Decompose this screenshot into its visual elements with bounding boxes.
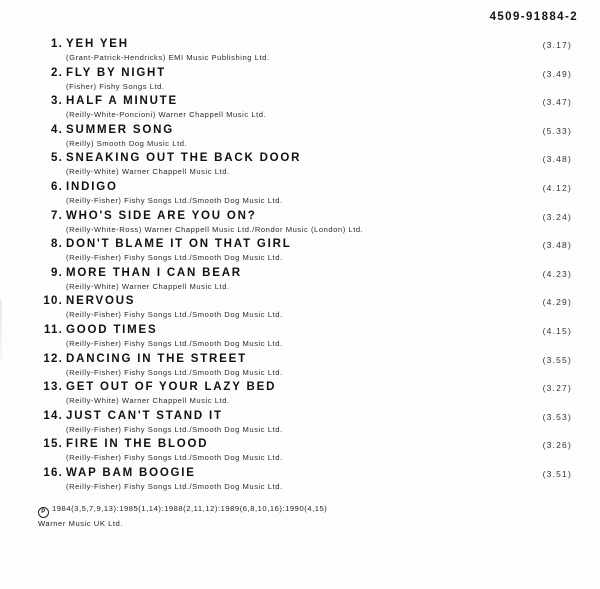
track-duration: (3.27) xyxy=(542,383,572,394)
track-item xyxy=(0,181,600,210)
phonogram-copyright-icon: P xyxy=(38,507,49,518)
track-item xyxy=(0,152,600,181)
track-duration: (5.33) xyxy=(542,125,572,136)
track-title: DON'T BLAME IT ON THAT GIRL xyxy=(66,238,292,251)
track-number: 6. xyxy=(51,180,63,193)
track-number: 2. xyxy=(51,66,63,79)
track-credits: (Reilly-Fisher) Fishy Songs Ltd./Smooth Dog Music Ltd. xyxy=(66,424,283,434)
track-title: MORE THAN I CAN BEAR xyxy=(66,266,242,279)
track-credits: (Reilly-White-Ross) Warner Chappell Music Ltd./Rondor Music (London) Ltd. xyxy=(66,224,364,234)
track-item xyxy=(0,95,600,124)
track-duration: (3.53) xyxy=(542,411,572,422)
track-title: HALF A MINUTE xyxy=(66,95,178,108)
track-duration: (3.51) xyxy=(542,468,572,479)
track-credits: (Reilly-Fisher) Fishy Songs Ltd./Smooth Dog Music Ltd. xyxy=(66,481,283,491)
track-duration: (3.48) xyxy=(542,154,572,165)
track-number: 14. xyxy=(43,409,63,422)
track-title: INDIGO xyxy=(66,180,118,193)
track-duration: (4.15) xyxy=(542,325,572,336)
track-title: JUST CAN'T STAND IT xyxy=(66,409,223,422)
track-credits: (Reilly-Fisher) Fishy Songs Ltd./Smooth Dog Music Ltd. xyxy=(66,195,283,205)
track-duration: (4.29) xyxy=(542,297,572,308)
track-credits: (Reilly-Fisher) Fishy Songs Ltd./Smooth Dog Music Ltd. xyxy=(66,253,283,263)
track-item xyxy=(0,324,600,353)
track-title: SNEAKING OUT THE BACK DOOR xyxy=(66,152,302,165)
track-duration: (3.49) xyxy=(542,68,572,79)
track-title: SUMMER SONG xyxy=(66,123,174,136)
track-item xyxy=(0,353,600,382)
track-credits: (Reilly-White) Warner Chappell Music Ltd. xyxy=(66,167,230,177)
track-credits: (Reilly-Fisher) Fishy Songs Ltd./Smooth Dog Music Ltd. xyxy=(66,310,283,320)
track-title: DANCING IN THE STREET xyxy=(66,352,247,365)
track-number: 9. xyxy=(51,266,63,279)
track-credits: (Reilly-Fisher) Fishy Songs Ltd./Smooth Dog Music Ltd. xyxy=(66,453,283,463)
track-credits: (Reilly-White-Poncioni) Warner Chappell Music Ltd. xyxy=(66,110,267,120)
track-title: FLY BY NIGHT xyxy=(66,66,166,79)
track-duration: (3.47) xyxy=(542,97,572,108)
copyright-footer xyxy=(38,503,578,530)
track-credits: (Reilly-White) Warner Chappell Music Ltd. xyxy=(66,281,230,291)
track-duration: (4.23) xyxy=(542,268,572,279)
track-duration: (3.24) xyxy=(542,211,572,222)
track-duration: (3.48) xyxy=(542,240,572,251)
track-credits: (Fisher) Fishy Songs Ltd. xyxy=(66,81,165,91)
track-item xyxy=(0,67,600,96)
track-duration: (3.26) xyxy=(542,440,572,451)
track-item xyxy=(0,410,600,439)
track-credits: (Grant-Patrick-Hendricks) EMI Music Publishing Ltd. xyxy=(66,53,270,62)
catalog-number: 4509-91884-2 xyxy=(489,11,578,23)
track-number: 11. xyxy=(44,323,63,336)
track-item xyxy=(0,467,600,496)
track-credits: (Reilly-Fisher) Fishy Songs Ltd./Smooth Dog Music Ltd. xyxy=(66,367,283,377)
track-number: 3. xyxy=(51,95,63,108)
track-item xyxy=(0,124,600,153)
track-number: 7. xyxy=(51,209,63,222)
copyright-years: 1984(3,5,7,9,13):1985(1,14):1988(2,11,12):1989(6,8,10,16):1990(4,15) xyxy=(52,504,328,513)
track-number: 8. xyxy=(51,238,63,251)
track-title: NERVOUS xyxy=(66,295,136,308)
track-item xyxy=(0,210,600,239)
track-number: 4. xyxy=(51,123,63,136)
track-list xyxy=(0,38,600,496)
track-item xyxy=(0,38,600,67)
track-duration: (3.55) xyxy=(542,354,572,365)
track-title: WHO'S SIDE ARE YOU ON? xyxy=(66,209,257,222)
track-title: GET OUT OF YOUR LAZY BED xyxy=(66,381,277,394)
track-number: 1. xyxy=(51,38,63,50)
track-title: YEH YEH xyxy=(66,38,129,50)
track-number: 16. xyxy=(43,466,63,479)
track-item xyxy=(0,238,600,267)
track-credits: (Reilly) Smooth Dog Music Ltd. xyxy=(66,138,188,148)
track-title: GOOD TIMES xyxy=(66,323,158,336)
track-item xyxy=(0,381,600,410)
track-item xyxy=(0,295,600,324)
track-number: 5. xyxy=(51,152,63,165)
track-duration: (4.12) xyxy=(542,182,572,193)
track-number: 15. xyxy=(43,438,63,451)
track-title: WAP BAM BOOGIE xyxy=(66,466,196,479)
track-item xyxy=(0,438,600,467)
track-title: FIRE IN THE BLOOD xyxy=(66,438,209,451)
phonogram-copyright-line xyxy=(38,503,578,518)
track-item xyxy=(0,267,600,296)
track-credits: (Reilly-Fisher) Fishy Songs Ltd./Smooth Dog Music Ltd. xyxy=(66,338,283,348)
record-label: Warner Music UK Ltd. xyxy=(38,519,123,528)
track-number: 13. xyxy=(43,381,63,394)
track-number: 10. xyxy=(43,295,63,308)
track-duration: (3.17) xyxy=(542,40,572,50)
track-credits: (Reilly-White) Warner Chappell Music Ltd. xyxy=(66,396,230,406)
track-number: 12. xyxy=(43,352,63,365)
